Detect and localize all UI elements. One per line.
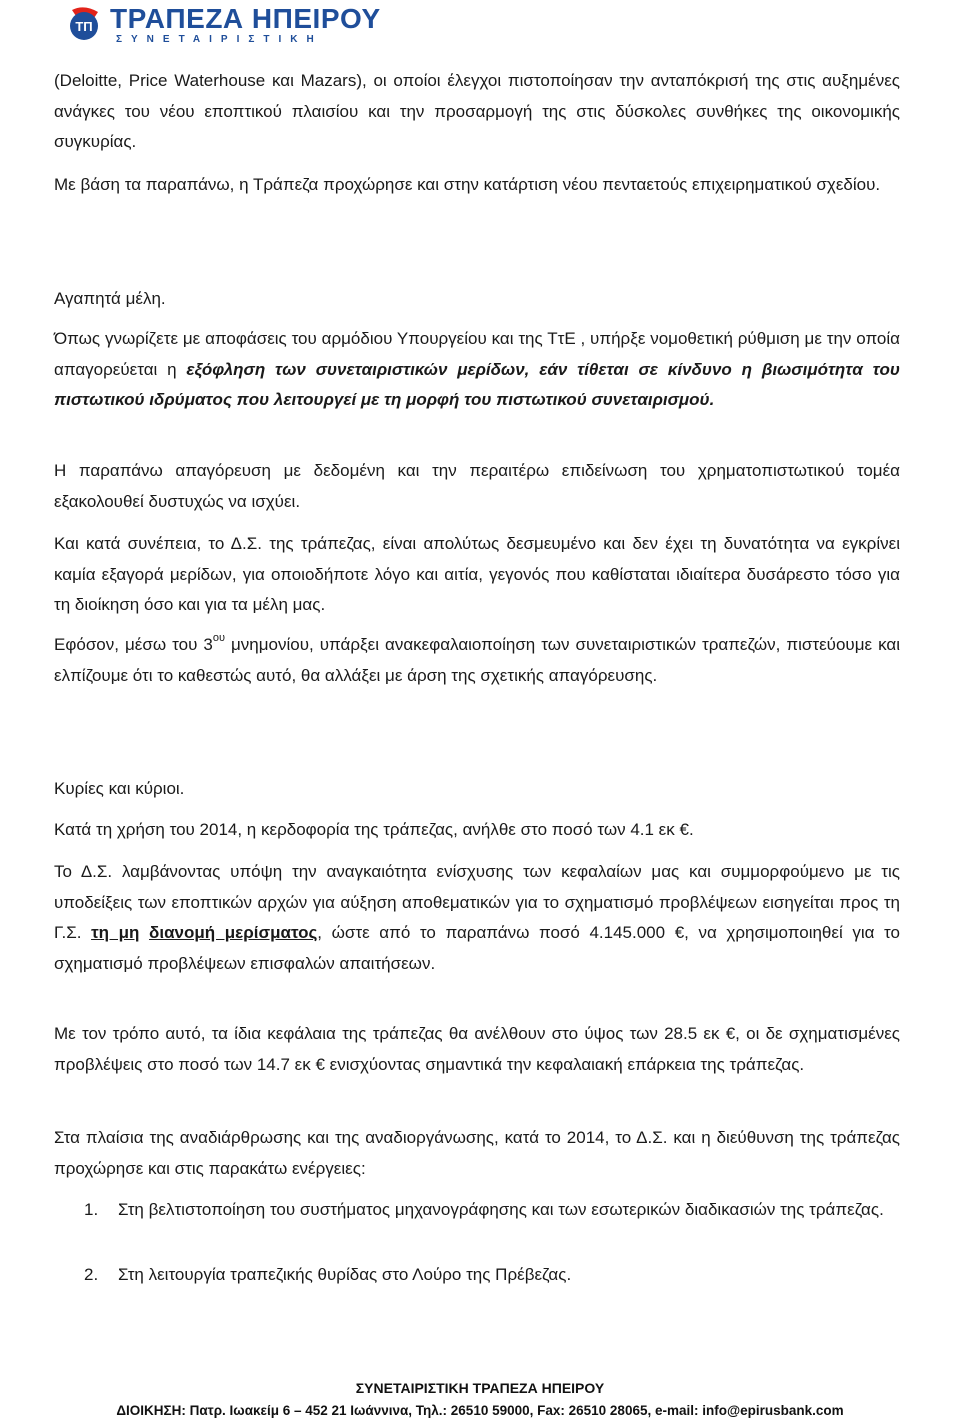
- bank-subtitle: ΣΥΝΕΤΑΙΡΙΣΤΙΚΗ: [116, 34, 323, 45]
- regulation-emphasis: εξόφληση των συνεταιριστικών μερίδων, εάν τίθεται σε κίνδυνο η βιωσιμότητα του πιστωτικού ιδρύματος που λειτουργεί με τη μορφή του πιστωτικού συνεταιρισμού.: [54, 359, 900, 409]
- paragraph-restructuring: Στα πλαίσια της αναδιάρθρωσης και της αναδιοργάνωσης, κατά το 2014, το Δ.Σ. και η διεύθυνση της τράπεζας προχώρησε και στις παρακάτω ενέργειες:: [54, 1128, 900, 1178]
- list-item-text: Στη βελτιστοποίηση του συστήματος μηχανογράφησης και των εσωτερικών διαδικασιών της τράπεζας.: [118, 1200, 884, 1219]
- paragraph-prohibition: Η παραπάνω απαγόρευση με δεδομένη και την περαιτέρω επιδείνωση του χρηματοπιστωτικού τομέα εξακολουθεί δυστυχώς να ισχύει.: [54, 461, 900, 511]
- paragraph-regulation: [54, 324, 900, 416]
- paragraph-audit: (Deloitte, Price Waterhouse και Mazars), οι οποίοι έλεγχοι πιστοποίησαν την ανταπόκρισή της στις αυξημένες ανάγκες του νέου εποπτικού πλαισίου και την προσαρμογή της στις δύσκολες συνθήκες της οικονομικής συγκυρίας.: [54, 71, 900, 151]
- salutation-ladies-gentlemen: Κυρίες και κύριοι.: [54, 779, 185, 798]
- dividend-no: τη μη: [91, 923, 140, 942]
- paragraph-board: Και κατά συνέπεια, το Δ.Σ. της τράπεζας, είναι απολύτως δεσμευμένο και δεν έχει τη δυνατότητα να εγκρίνει καμία εξαγορά μερίδων, για οποιοδήποτε λόγο και αιτία, γεγονός που καθίσταται ιδιαίτερα δυσάρεστο τόσο για τη διοίκηση όσο και για τα μέλη μας.: [54, 534, 900, 614]
- regulation-text: Όπως γνωρίζετε με αποφάσεις του αρμόδιου Υπουργείου και της ΤτΕ , υπήρξε νομοθετική ρύθμιση με την οποία απαγορεύεται η: [54, 329, 900, 379]
- list-item-number: 2.: [84, 1265, 99, 1284]
- recap-text-b: μνημονίου, υπάρξει ανακεφαλαιοποίηση των συνεταιριστικών τραπεζών, πιστεύουμε και ελπίζουμε ότι το καθεστώς αυτό, θα αλλάξει με άρση της σχετικής απαγόρευσης.: [54, 635, 900, 685]
- dividend-text-b: , ώστε από το παραπάνω ποσό 4.145.000 €, να χρησιμοποιηθεί για το σχηματισμό προβλέψεων επισφαλών απαιτήσεων.: [54, 923, 900, 973]
- bank-header: [60, 0, 380, 50]
- paragraph-recapitalization: [54, 630, 900, 691]
- recap-superscript: ου: [212, 632, 225, 644]
- list-item-number: 1.: [84, 1200, 99, 1219]
- paragraph-capital: Με τον τρόπο αυτό, τα ίδια κεφάλαια της τράπεζας θα ανέλθουν στο ύψος των 28.5 εκ €, οι δε σχηματισμένες προβλέψεις στο ποσό των 14.7 εκ € ενισχύοντας σημαντικά την κεφαλαιακή επάρκεια της τράπεζας.: [54, 1024, 900, 1074]
- footer-bank-name: ΣΥΝΕΤΑΙΡΙΣΤΙΚΗ ΤΡΑΠΕΖΑ ΗΠΕΙΡΟΥ: [355, 1380, 605, 1396]
- list-item-text: Στη λειτουργία τραπεζικής θυρίδας στο Λούρο της Πρέβεζας.: [118, 1265, 572, 1284]
- footer-address: ΔΙΟΙΚΗΣΗ: Πατρ. Ιωακείμ 6 – 452 21 Ιωάννινα, Τηλ.: 26510 59000, Fax: 26510 28065, e-mail: info@epirusbank.com: [116, 1403, 844, 1418]
- svg-text:TΠ: TΠ: [75, 19, 93, 34]
- paragraph-dividend: [54, 857, 900, 979]
- dividend-text-a: Το Δ.Σ. λαμβάνοντας υπόψη την αναγκαιότητα ενίσχυσης των κεφαλαίων μας και συμμορφούμενο με τις υποδείξεις των εποπτικών αρχών για αύξηση αποθεματικών για το σχηματισμό προβλέψεων εισηγείται προς τη Γ.Σ.: [54, 862, 900, 942]
- dividend-distribution: διανομή μερίσματος: [149, 923, 318, 942]
- paragraph-profit: Κατά τη χρήση του 2014, η κερδοφορία της τράπεζας, ανήλθε στο ποσό των 4.1 εκ €.: [54, 820, 694, 839]
- recap-text-a: Εφόσον, μέσω του 3: [54, 635, 213, 654]
- paragraph-business-plan: Με βάση τα παραπάνω, η Τράπεζα προχώρησε και στην κατάρτιση νέου πενταετούς επιχειρηματικού σχεδίου.: [54, 175, 881, 194]
- bank-name: ΤΡΑΠΕΖΑ ΗΠΕΙΡΟΥ: [110, 3, 381, 34]
- bank-logo-icon: [64, 6, 104, 42]
- salutation-members: Αγαπητά μέλη.: [54, 289, 166, 308]
